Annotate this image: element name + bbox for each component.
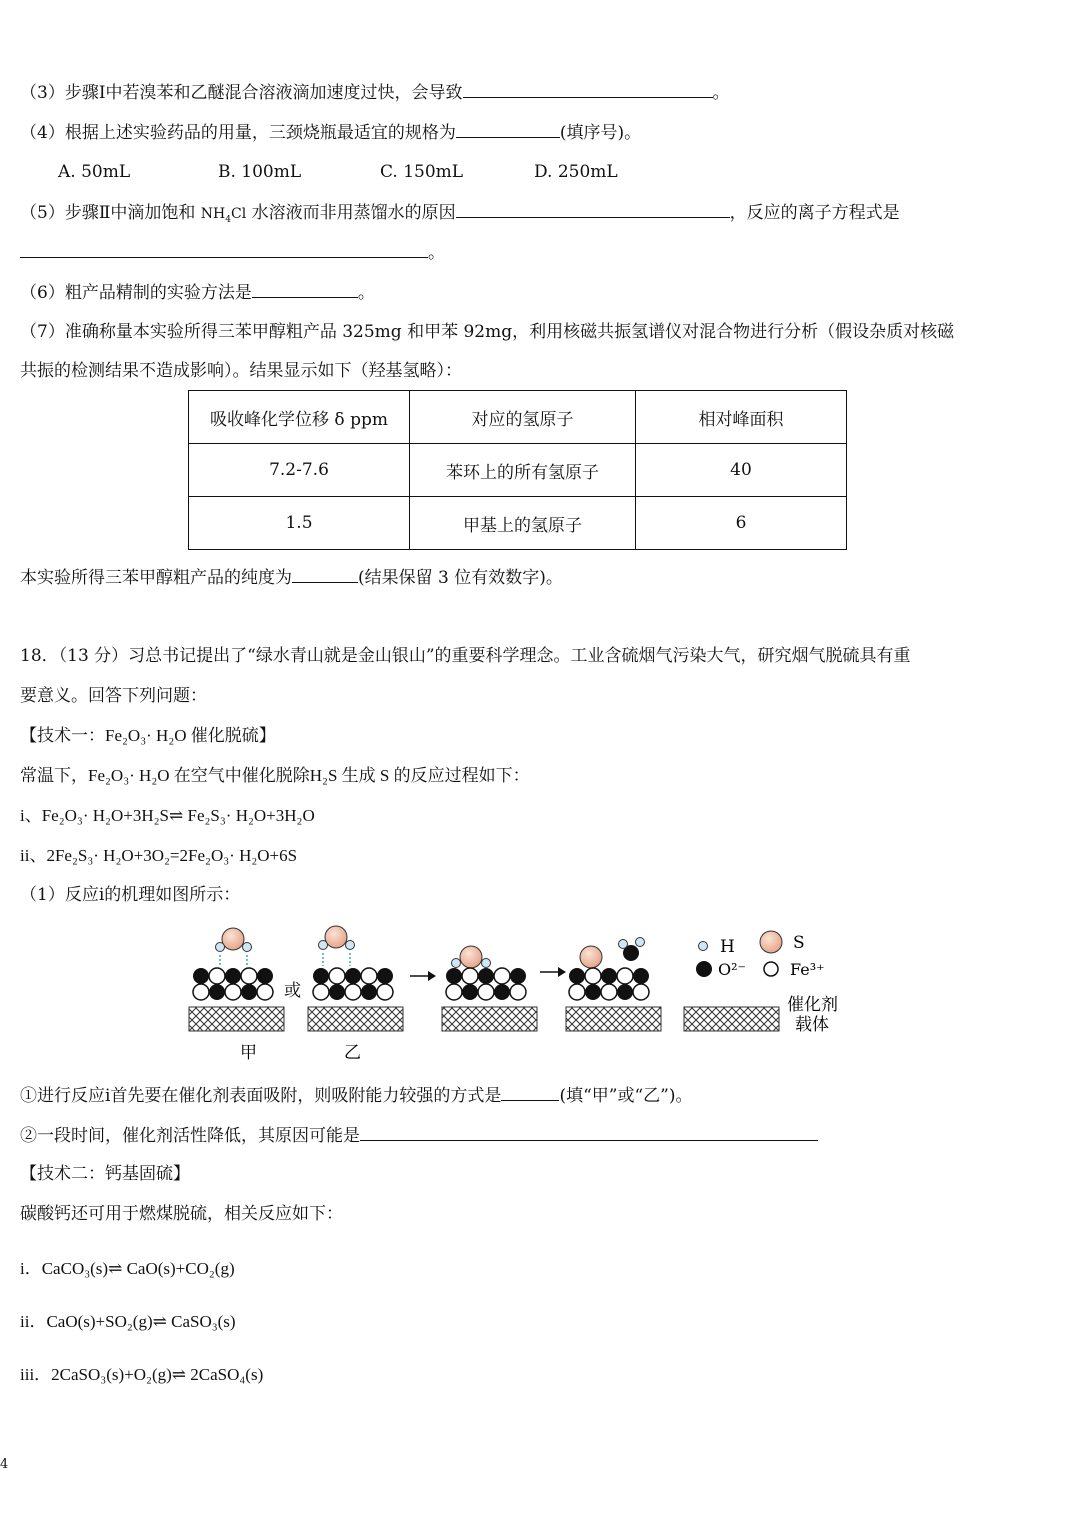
table-header: 相对峰面积 bbox=[636, 391, 847, 444]
equation-iii: iii．2CaSO₃(s)+O₂(g)⇌ 2CaSO₄(s) bbox=[20, 1365, 264, 1384]
table-cell: 1.5 bbox=[189, 497, 410, 550]
question-4: （4）根据上述实验药品的用量，三颈烧瓶最适宜的规格为 (填序号)。 bbox=[20, 123, 642, 143]
tech1-intro: 常温下，Fe₂O₃· H₂O 在空气中催化脱除H₂S 生成 S 的反应过程如下： bbox=[20, 766, 530, 785]
table-cell: 甲基上的氢原子 bbox=[410, 497, 636, 550]
question-5: （5）步骤Ⅱ中滴加饱和 $NH_4Cl$ 水溶液而非用蒸馏水的原因 ，反应的离子方程式是 bbox=[20, 203, 900, 225]
support-label-2: 载体 bbox=[795, 1015, 829, 1035]
page-number: 4 bbox=[0, 1457, 9, 1472]
table-cell: 7.2-7.6 bbox=[189, 444, 410, 497]
arrow-2 bbox=[540, 967, 566, 977]
tech2-intro: 碳酸钙还可用于燃煤脱硫，相关反应如下： bbox=[20, 1204, 343, 1224]
option-b: B. 100mL bbox=[218, 162, 302, 182]
answer-blank[interactable] bbox=[360, 1124, 818, 1141]
table-row bbox=[189, 497, 847, 550]
question-6: （6）粗产品精制的实验方法是 。 bbox=[20, 283, 375, 303]
tech2-heading: 【技术二：钙基固硫】 bbox=[20, 1164, 190, 1184]
answer-blank[interactable] bbox=[501, 1084, 559, 1101]
answer-blank[interactable] bbox=[20, 241, 428, 258]
equation-ii: ii．CaO(s)+SO₂(g)⇌ CaSO₃(s) bbox=[20, 1312, 236, 1331]
table-row bbox=[189, 444, 847, 497]
question-5-cont: 。 bbox=[20, 241, 445, 264]
answer-blank[interactable] bbox=[463, 81, 713, 98]
label-yi: 乙 bbox=[344, 1043, 361, 1063]
question-18-line2: 要意义。回答下列问题： bbox=[20, 686, 207, 706]
option-a: A. 50mL bbox=[58, 162, 131, 182]
question-3: （3）步骤Ⅰ中若溴苯和乙醚混合溶液滴加速度过快，会导致 。 bbox=[20, 83, 730, 103]
sub-question-1-c2: ②一段时间，催化剂活性降低，其原因可能是 bbox=[20, 1124, 818, 1147]
legend-h: H bbox=[720, 937, 735, 957]
equation-i: i．CaCO₃(s)⇌ CaO(s)+CO₂(g) bbox=[20, 1259, 235, 1278]
option-c: C. 150mL bbox=[380, 162, 464, 182]
answer-blank[interactable] bbox=[252, 281, 358, 298]
answer-blank[interactable] bbox=[456, 121, 560, 138]
sub-question-1: （1）反应i的机理如图所示： bbox=[20, 885, 241, 905]
table-cell: 6 bbox=[636, 497, 847, 550]
table-cell: 40 bbox=[636, 444, 847, 497]
label-jia: 甲 bbox=[240, 1043, 257, 1063]
mechanism-figure bbox=[180, 920, 860, 1065]
answer-blank[interactable] bbox=[292, 566, 358, 583]
question-7-line2: 共振的检测结果不造成影响）。结果显示如下（羟基氢略）： bbox=[20, 361, 462, 381]
question-7-line1: （7）准确称量本实验所得三苯甲醇粗产品 325mg 和甲苯 92mg，利用核磁共振氢谱仪对混合物进行分析（假设杂质对核磁 bbox=[20, 322, 955, 342]
option-d: D. 250mL bbox=[534, 162, 618, 182]
reaction-ii: ii、2Fe₂S₃· H₂O+3O₂=2Fe₂O₃· H₂O+6S bbox=[20, 846, 298, 865]
question-7-purity: 本实验所得三苯甲醇粗产品的纯度为 (结果保留 3 位有效数字)。 bbox=[20, 568, 563, 588]
answer-blank[interactable] bbox=[456, 201, 730, 218]
panel-yi bbox=[308, 926, 403, 1063]
table-header: 吸收峰化学位移 δ ppm bbox=[189, 391, 410, 444]
panel-jia bbox=[189, 928, 284, 1063]
table-cell: 苯环上的所有氢原子 bbox=[410, 444, 636, 497]
reaction-i: i、Fe₂O₃· H₂O+3H₂S⇌ Fe₂S₃· H₂O+3H₂O bbox=[20, 806, 315, 825]
panel-product bbox=[566, 938, 661, 1032]
nmr-table bbox=[188, 390, 847, 550]
question-18-line1: 18．（13 分）习总书记提出了“绿水青山就是金山银山”的重要科学理念。工业含硫烟气污染大气，研究烟气脱硫具有重 bbox=[20, 646, 911, 666]
tech1-heading: 【技术一：Fe₂O₃· H₂O 催化脱硫】 bbox=[20, 726, 276, 745]
sub-question-1-c1: ①进行反应i首先要在催化剂表面吸附，则吸附能力较强的方式是 (填“甲”或“乙”)。 bbox=[20, 1086, 693, 1106]
table-header: 对应的氢原子 bbox=[410, 391, 636, 444]
table-header-row bbox=[189, 391, 847, 444]
or-label: 或 bbox=[284, 981, 301, 1001]
legend-fe: Fe³⁺ bbox=[790, 960, 825, 979]
panel-adsorbed bbox=[442, 946, 537, 1031]
arrow-1 bbox=[410, 971, 436, 981]
legend bbox=[684, 931, 838, 1035]
legend-s: S bbox=[793, 933, 805, 953]
support-label-1: 催化剂 bbox=[787, 995, 838, 1015]
legend-o: O²⁻ bbox=[718, 960, 746, 979]
